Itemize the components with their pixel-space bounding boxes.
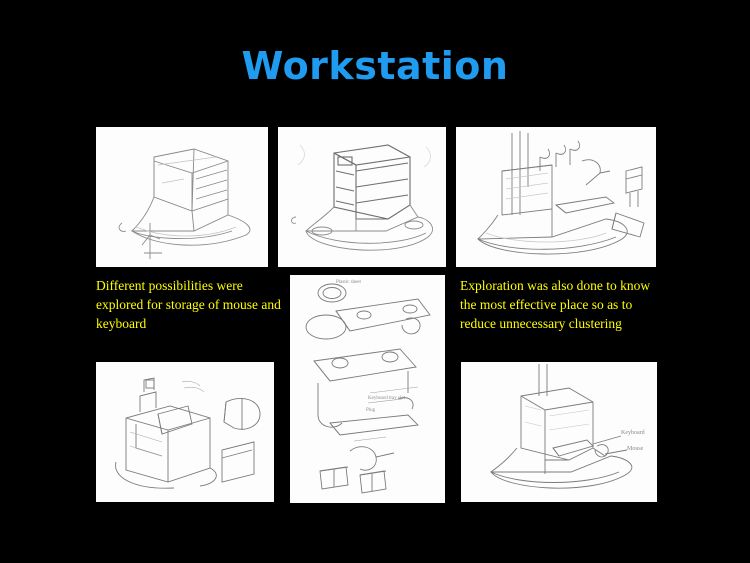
svg-text:Mouse: Mouse [627,446,644,452]
svg-text:Plastic sheet: Plastic sheet [336,280,361,285]
svg-text:Keyboard: Keyboard [621,430,645,436]
caption-left: Different possibilities were explored for storage of mouse and keyboard [96,278,281,331]
caption-right: Exploration was also done to know the most effective place so as to reduce unnecessary clustering [460,278,651,331]
sketch-top-view-studies [290,275,445,503]
sketch-keyboard-mouse-placement [461,362,657,502]
svg-text:Plug: Plug [366,408,376,413]
sketch-workstation-perspective-2 [278,127,446,267]
sketch-workstation-perspective-3 [456,127,656,267]
svg-text:Keyboard tray slot: Keyboard tray slot [368,396,406,401]
sketch-workstation-perspective-1 [96,127,268,267]
sketch-storage-detail [96,362,274,502]
page-title: Workstation [241,44,509,88]
